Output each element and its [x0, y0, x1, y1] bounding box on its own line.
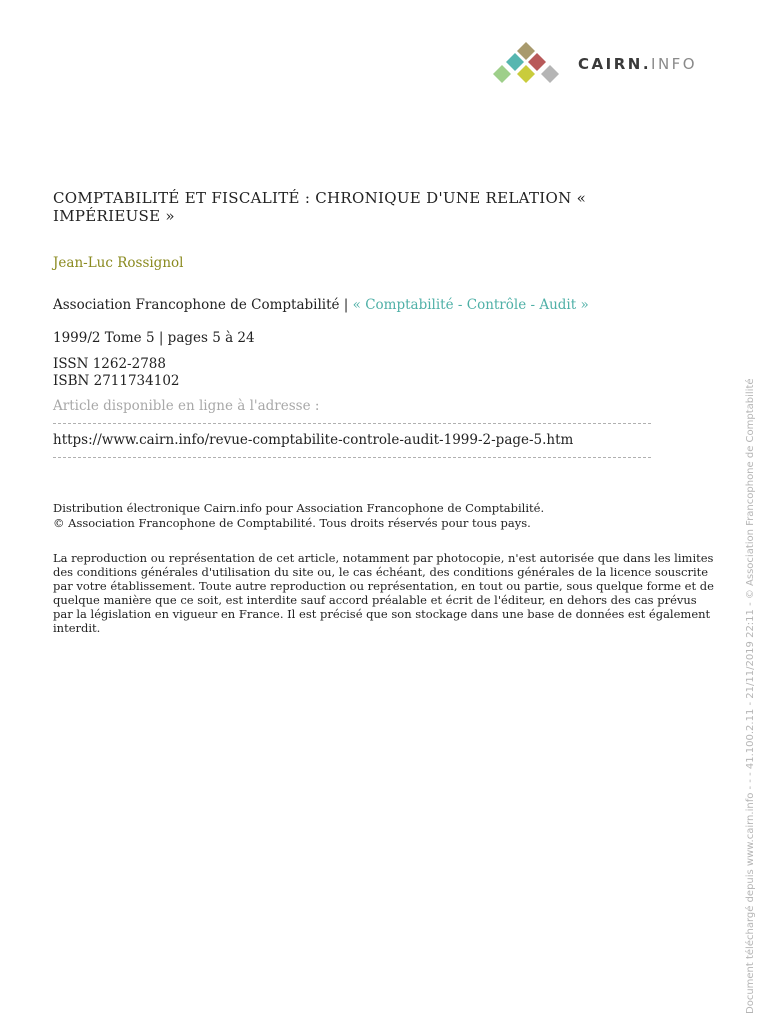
cairn-diamonds-icon — [486, 40, 570, 90]
publisher-name: Association Francophone de Comptabilité — [53, 297, 340, 313]
copyright-text: © Association Francophone de Comptabilité. Tous droits réservés pour tous pays. — [53, 516, 531, 530]
isbn: ISBN 2711734102 — [53, 373, 180, 389]
logo-suffix: INFO — [651, 55, 698, 73]
journal-link[interactable]: « Comptabilité - Contrôle - Audit » — [352, 297, 589, 313]
article-title: COMPTABILITÉ ET FISCALITÉ : CHRONIQUE D'UNE RELATION « IMPÉRIEUSE » — [53, 189, 587, 225]
article-url-link[interactable]: https://www.cairn.info/revue-comptabilite-controle-audit-1999-2-page-5.htm — [53, 432, 574, 448]
distribution-text: Distribution électronique Cairn.info pour Association Francophone de Comptabilité. — [53, 501, 545, 515]
distribution-notice — [53, 501, 544, 531]
download-watermark: Document téléchargé depuis www.cairn.info - - - 41.100.2.11 - 21/11/2019 22:11 - © Association Francophone de Comptabilité — [745, 378, 756, 1014]
logo-brand: CAIRN — [578, 55, 643, 73]
issue-info: 1999/2 Tome 5 | pages 5 à 24 — [53, 330, 255, 346]
publisher-separator: | — [339, 297, 353, 313]
reproduction-notice: La reproduction ou représentation de cet article, notamment par photocopie, n'est autorisée que dans les limites des conditions générales d'utilisation du site ou, le cas échéant, des conditions générales de la licence souscrite par votre établissement. Toute autre reproduction ou représentation, en tout ou partie, sous quelque forme et de quelque manière que ce soit, est interdite sauf accord préalable et écrit de l'éditeur, en dehors des cas prévus par la législation en vigueur en France. Il est précisé que son stockage dans une base de données est également interdit. — [53, 551, 714, 635]
logo-dot: . — [642, 55, 652, 73]
divider-bottom — [53, 457, 651, 458]
article-author[interactable]: Jean-Luc Rossignol — [53, 255, 184, 271]
available-online-label: Article disponible en ligne à l'adresse : — [53, 398, 320, 414]
issn: ISSN 1262-2788 — [53, 356, 166, 372]
publisher-line — [53, 297, 589, 313]
divider-top — [53, 423, 651, 424]
cairn-logo-text — [578, 55, 697, 73]
cairn-logo[interactable] — [486, 40, 726, 90]
